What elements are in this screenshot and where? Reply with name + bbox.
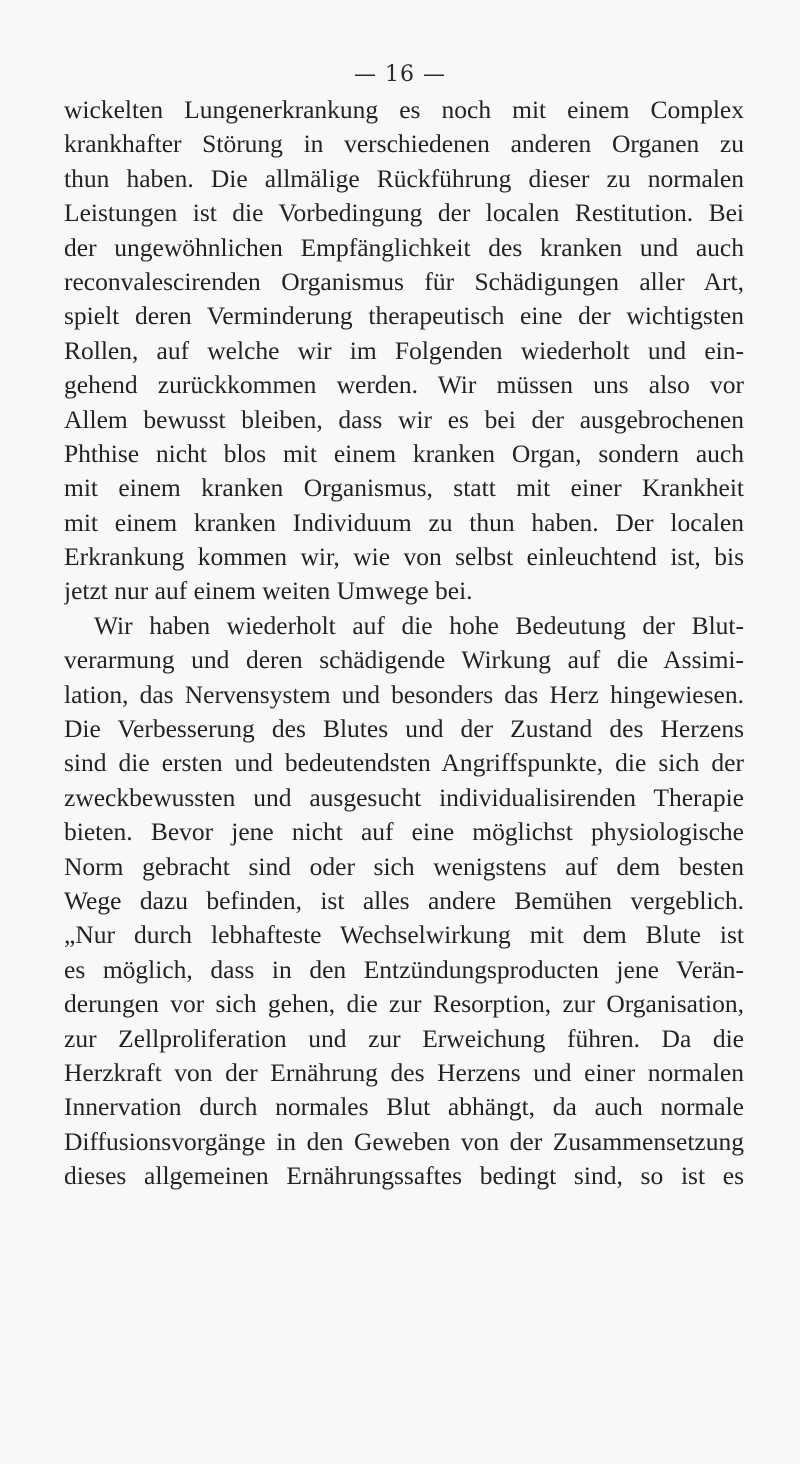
text-line: derungen vor sich gehen, die zur Resorption, zur Organisation, [64, 989, 744, 1019]
text-line: Diffusionsvorgänge in den Geweben von der Zusammensetzung [64, 1126, 744, 1156]
text-line: spielt deren Verminderung therapeutisch eine der wichtigsten [64, 301, 744, 331]
text-line: mit einem kranken Individuum zu thun haben. Der localen [64, 507, 744, 537]
text-line: dieses allgemeinen Ernährungssaftes bedingt sind, so ist es [64, 1161, 744, 1191]
text-line: Leistungen ist die Vorbedingung der localen Restitution. Bei [64, 198, 744, 228]
text-line: krankhafter Störung in verschiedenen anderen Organen zu [64, 129, 744, 159]
text-line: der ungewöhnlichen Empfänglichkeit des kranken und auch [64, 232, 744, 262]
text-line: bieten. Bevor jene nicht auf eine möglichst physiologische [64, 817, 744, 847]
text-line: „Nur durch lebhafteste Wechselwirkung mit dem Blute ist [64, 920, 744, 950]
text-line: Rollen, auf welche wir im Folgenden wiederholt und ein- [64, 335, 744, 365]
body-text [64, 93, 744, 1194]
text-line: Innervation durch normales Blut abhängt, da auch normale [64, 1092, 744, 1122]
text-line: mit einem kranken Organismus, statt mit einer Krankheit [64, 473, 744, 503]
text-line: lation, das Nervensystem und besonders das Herz hingewiesen. [64, 679, 744, 709]
text-line: es möglich, dass in den Entzündungsproducten jene Verän- [64, 954, 744, 984]
text-line: Erkrankung kommen wir, wie von selbst einleuchtend ist, bis [64, 542, 744, 572]
text-line: jetzt nur auf einem weiten Umwege bei. [64, 576, 473, 606]
text-line: thun haben. Die allmälige Rückführung dieser zu normalen [64, 163, 744, 193]
text-line: Herzkraft von der Ernährung des Herzens und einer normalen [64, 1057, 744, 1087]
text-line: Wege dazu befinden, ist alles andere Bemühen vergeblich. [64, 885, 744, 915]
text-line: verarmung und deren schädigende Wirkung auf die Assimi- [64, 645, 744, 675]
text-line: zweckbewussten und ausgesucht individualisirenden Therapie [64, 782, 744, 812]
text-line: Phthise nicht blos mit einem kranken Organ, sondern auch [64, 438, 744, 468]
text-line: Die Verbesserung des Blutes und der Zustand des Herzens [64, 714, 744, 744]
text-line: wickelten Lungenerkrankung es noch mit einem Complex [64, 95, 744, 124]
text-line: gehend zurückkommen werden. Wir müssen uns also vor [64, 370, 744, 400]
text-line: zur Zellproliferation und zur Erweichung führen. Da die [64, 1023, 744, 1053]
text-line: reconvalescirenden Organismus für Schädigungen aller Art, [64, 266, 744, 296]
text-line: Wir haben wiederholt auf die hohe Bedeutung der Blut- [94, 610, 744, 640]
text-line: Norm gebracht sind oder sich wenigstens auf dem besten [64, 851, 744, 881]
text-line: sind die ersten und bedeutendsten Angriffspunkte, die sich der [64, 748, 744, 778]
text-line: Allem bewusst bleiben, dass wir es bei der ausgebrochenen [64, 404, 744, 434]
page-number: — 16 — [354, 62, 446, 87]
